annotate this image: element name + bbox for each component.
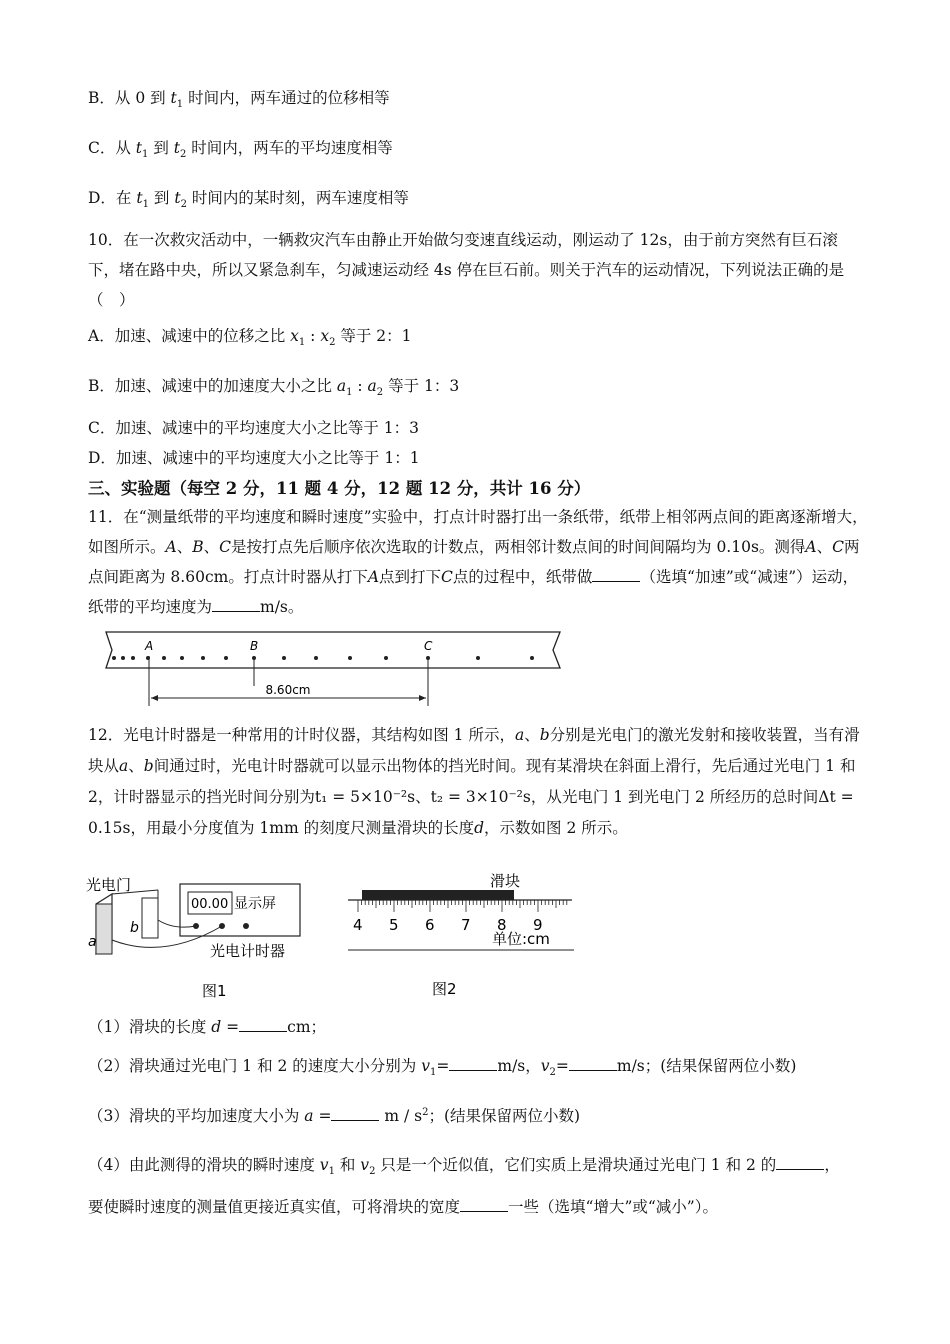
- section-heading: 三、实验题（每空 2 分，11 题 4 分，12 题 12 分，共计 16 分）: [88, 479, 591, 498]
- gate-b-face: [142, 898, 158, 938]
- q11-text: 11．在“测量纸带的平均速度和瞬时速度”实验中，打点计时器打出一条纸带，纸带上相邻两点间的距离逐渐增大，如图所示。A、B、C是按打点先后顺序依次选取的计数点，两相邻计数点间的时间间隔均为 0.10s。测得A、C两点间距离为 8.60cm。打点计时器从打下A点到打下C点的过程中，纸带做 （选填“加速”或“减速”）运动，纸带的平均速度为 m/s。: [88, 508, 868, 616]
- ruler-number: 7: [461, 916, 471, 934]
- slider-block: [362, 890, 514, 900]
- ruler-ticks: [358, 900, 567, 912]
- q10-option-c: C．加速、减速中的平均速度大小之比等于 1：3: [88, 419, 420, 437]
- tape-dot: [314, 656, 318, 660]
- answer-blank[interactable]: [776, 1155, 824, 1170]
- q10-option-d: D．加速、减速中的平均速度大小之比等于 1：1: [88, 449, 420, 467]
- q12-sub3: （3）滑块的平均加速度大小为 $a = m / s^2$；(结果保留两位小数): [88, 1106, 581, 1125]
- tape-outline: [106, 632, 560, 668]
- tape-dot: [121, 656, 125, 660]
- screen-label: 显示屏: [234, 896, 276, 912]
- tape-dots: [112, 656, 534, 660]
- q12-sub1: （1）滑块的长度 d = cm；: [88, 1018, 327, 1036]
- q10-stem: 10．在一次救灾活动中，一辆救灾汽车由静止开始做匀变速直线运动，刚运动了 12s，由于前方突然有巨石滚下，堵在路中央，所以又紧急刹车，匀减速运动经 4s 停在巨石前。则关于汽车的运动情况，下列说法正确的是（ ）: [88, 231, 845, 309]
- label-a: a: [88, 934, 97, 950]
- gate-a-face: [96, 904, 112, 954]
- arrow-head-left: [151, 695, 158, 701]
- arrow-head-right: [419, 695, 426, 701]
- display-value: 00.00: [191, 897, 229, 912]
- ruler-number: 5: [389, 916, 399, 934]
- tape-dot: [201, 656, 205, 660]
- fig2-caption: 图2: [432, 980, 457, 998]
- gate-label: 光电门: [86, 876, 132, 894]
- ruler-number: 9: [533, 916, 543, 934]
- paper-tape-figure: [98, 626, 568, 711]
- tape-dot: [530, 656, 534, 660]
- fig1-caption: 图1: [202, 982, 227, 1000]
- answer-blank[interactable]: [592, 567, 640, 582]
- ruler-number: 4: [353, 916, 363, 934]
- tape-label-c: C: [424, 639, 433, 653]
- q9-option-b: B．从 0 到 $t_1$ 时间内，两车通过的位移相等: [88, 89, 390, 111]
- answer-blank[interactable]: [331, 1106, 379, 1121]
- timer-knob: [243, 923, 249, 929]
- photogate-figure: [84, 870, 314, 1002]
- tape-dot: [476, 656, 480, 660]
- tape-dot: [384, 656, 388, 660]
- tape-dot: [224, 656, 228, 660]
- timer-label: 光电计时器: [210, 942, 286, 960]
- ruler-number: 6: [425, 916, 435, 934]
- distance-label: 8.60cm: [265, 683, 311, 697]
- unit-label: 单位:cm: [492, 930, 550, 948]
- answer-blank[interactable]: [460, 1197, 508, 1212]
- q12-text: 12．光电计时器是一种常用的计时仪器，其结构如图 1 所示，a、b分别是光电门的激光发射和接收装置，当有滑块从a、b间通过时，光电计时器就可以显示出物体的挡光时间。现有某滑块在斜面上滑行，先后通过光电门 1 和 2，计时器显示的挡光时间分别为t₁ = 5×10⁻²s、t₂ = 3×10⁻²s，从光电门 1 到光电门 2 所经历的总时间Δt = 0.15s，用最小分度值为 1mm 的刻度尺测量滑块的长度d，示数如图 2 所示。: [88, 726, 860, 837]
- tape-label-b: B: [250, 639, 259, 653]
- answer-blank[interactable]: [212, 597, 260, 612]
- tape-dot: [112, 656, 116, 660]
- q12-sub2: （2）滑块通过光电门 1 和 2 的速度大小分别为 $v_1= m/s$，$v_2= m/s$；(结果保留两位小数): [88, 1057, 797, 1079]
- answer-blank[interactable]: [449, 1056, 497, 1071]
- tape-label-a: A: [145, 639, 154, 653]
- label-b: b: [130, 920, 139, 936]
- q10-option-b: B．加速、减速中的加速度大小之比 $a_1$ : $a_2$ 等于 1：3: [88, 377, 460, 399]
- q9-option-c: C．从 $t_1$ 到 $t_2$ 时间内，两车的平均速度相等: [88, 139, 393, 161]
- ruler-figure: [342, 868, 582, 1002]
- tape-dot: [348, 656, 352, 660]
- ruler-number: 8: [497, 916, 507, 934]
- q12-sub4-line2: 要使瞬时速度的测量值更接近真实值，可将滑块的宽度 一些（选填“增大”或“减小”）。: [88, 1198, 718, 1216]
- slider-label: 滑块: [490, 872, 521, 890]
- answer-blank[interactable]: [569, 1056, 617, 1071]
- q9-option-d: D．在 $t_1$ 到 $t_2$ 时间内的某时刻，两车速度相等: [88, 189, 409, 211]
- tape-dot: [180, 656, 184, 660]
- tape-dot: [131, 656, 135, 660]
- answer-blank[interactable]: [239, 1017, 287, 1032]
- tape-dot: [162, 656, 166, 660]
- q12-sub4-line1: （4）由此测得的滑块的瞬时速度 $v_1$ 和 $v_2$ 只是一个近似值，它们实质上是滑块通过光电门 1 和 2 的 ，: [88, 1156, 840, 1178]
- tape-dot: [282, 656, 286, 660]
- q10-option-a: A．加速、减速中的位移之比 $x_1$ : $x_2$ 等于 2：1: [88, 327, 412, 349]
